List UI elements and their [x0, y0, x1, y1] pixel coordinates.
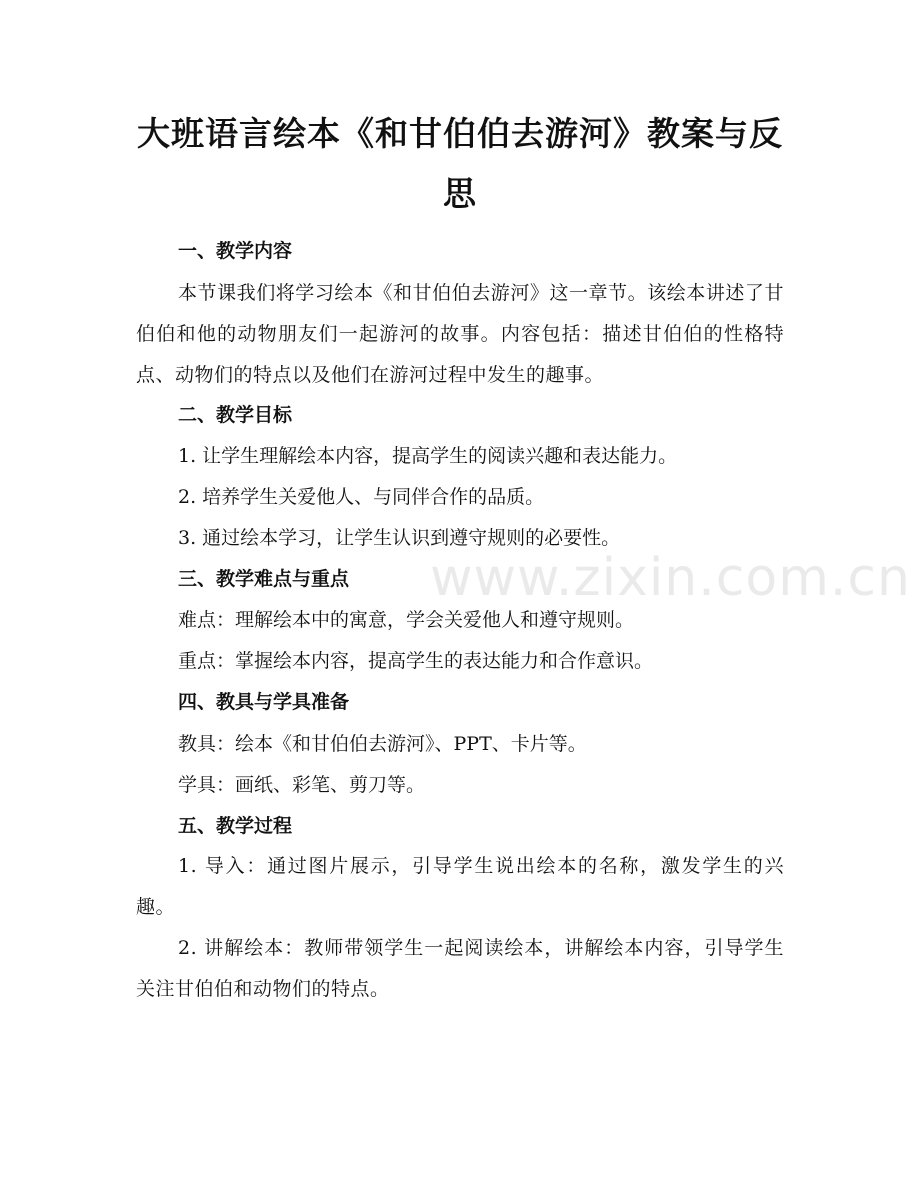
process-step-1: 1. 导入：通过图片展示，引导学生说出绘本的名称，激发学生的兴趣。 [136, 855, 784, 918]
watermark: www.zixin.com.cn [430, 548, 911, 608]
section-heading-key-points: 三、教学难点与重点 [178, 568, 350, 590]
section-heading-materials: 四、教具与学具准备 [178, 691, 350, 713]
section-heading-content: 一、教学内容 [178, 240, 293, 262]
student-materials-line: 学具：画纸、彩笔、剪刀等。 [178, 774, 426, 796]
content-paragraph: 本节课我们将学习绘本《和甘伯伯去游河》这一章节。该绘本讲述了甘伯伯和他的动物朋友们一起游河的故事。内容包括：描述甘伯伯的性格特点、动物们的特点以及他们在游河过程中发生的趣事。 [136, 282, 784, 386]
goal-item-2: 2. 培养学生关爱他人、与同伴合作的品质。 [178, 486, 545, 508]
difficulty-line: 难点：理解绘本中的寓意，学会关爱他人和遵守规则。 [178, 609, 635, 631]
process-step-2: 2. 讲解绘本：教师带领学生一起阅读绘本，讲解绘本内容，引导学生关注甘伯伯和动物们的特点。 [136, 937, 784, 1000]
goal-item-1: 1. 让学生理解绘本内容，提高学生的阅读兴趣和表达能力。 [178, 445, 678, 467]
teacher-materials-line: 教具：绘本《和甘伯伯去游河》、PPT、卡片等。 [178, 733, 587, 755]
page-title: 大班语言绘本《和甘伯伯去游河》教案与反思 [137, 114, 783, 213]
section-heading-process: 五、教学过程 [178, 815, 293, 837]
section-heading-goals: 二、教学目标 [178, 404, 293, 426]
goal-item-3: 3. 通过绘本学习，让学生认识到遵守规则的必要性。 [178, 527, 621, 549]
focus-line: 重点：掌握绘本内容，提高学生的表达能力和合作意识。 [178, 650, 654, 672]
